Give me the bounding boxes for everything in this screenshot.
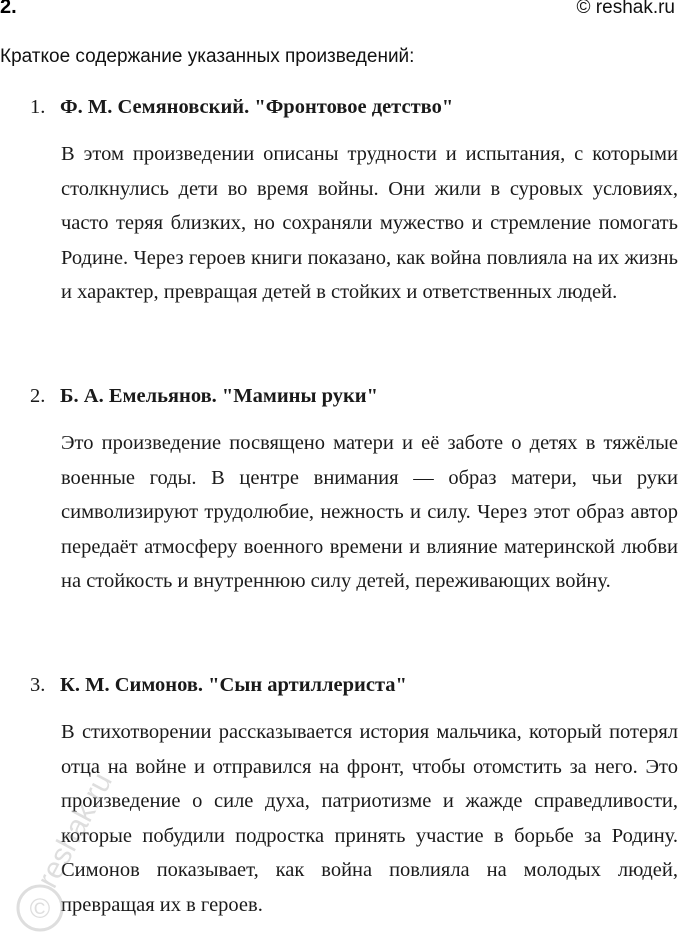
work-summary-1: В этом произведении описаны трудности и испытания, с которыми столкнулись дети во время войны. Они жили в суровых условиях, часто теряя близких, но сохраняли мужество и стремление помогать Родине. Через героев книги показано, как война повлияла на их жизнь и характер, превращая детей в стойких и ответственных людей. <box>61 143 678 304</box>
work-number: 2. <box>30 385 46 407</box>
watermark-text: reshak.ru <box>31 767 119 894</box>
copyright-circle-icon <box>18 886 62 930</box>
work-title-3 <box>30 671 407 699</box>
watermark-symbol: © <box>29 893 51 924</box>
work-summary-2: Это произведение посвящено матери и её заботе о детях в тяжёлые военные годы. В центре внимания — образ матери, чьи руки символизируют трудолюбие, нежность и силу. Через этот образ автор передаёт атмосферу военного времени и влияние материнской любви на стойкость и внутреннюю силу детей, переживающих войну. <box>61 432 678 593</box>
work-number: 1. <box>30 96 46 118</box>
work-title-text: К. М. Симонов. "Сын артиллериста" <box>60 674 407 696</box>
work-number: 3. <box>30 674 46 696</box>
work-summary-3: В стихотворении рассказывается история мальчика, который потерял отца на войне и отправился на фронт, чтобы отомстить за него. Это произведение о силе духа, патриотизме и жажде справедливости, которые побудили подростка принять участие в борьбе за Родину. Симонов показывает, как война повлияла на молодых людей, превращая их в героев. <box>61 721 678 916</box>
task-number: 2. <box>0 0 17 18</box>
work-title-text: Ф. М. Семяновский. "Фронтовое детство" <box>60 96 454 118</box>
site-copyright: © reshak.ru <box>576 0 675 18</box>
work-title-1 <box>30 93 453 121</box>
work-title-2 <box>30 382 378 410</box>
header <box>0 0 679 22</box>
work-title-text: Б. А. Емельянов. "Мамины руки" <box>60 385 378 407</box>
intro-text: Краткое содержание указанных произведений: <box>0 46 415 67</box>
